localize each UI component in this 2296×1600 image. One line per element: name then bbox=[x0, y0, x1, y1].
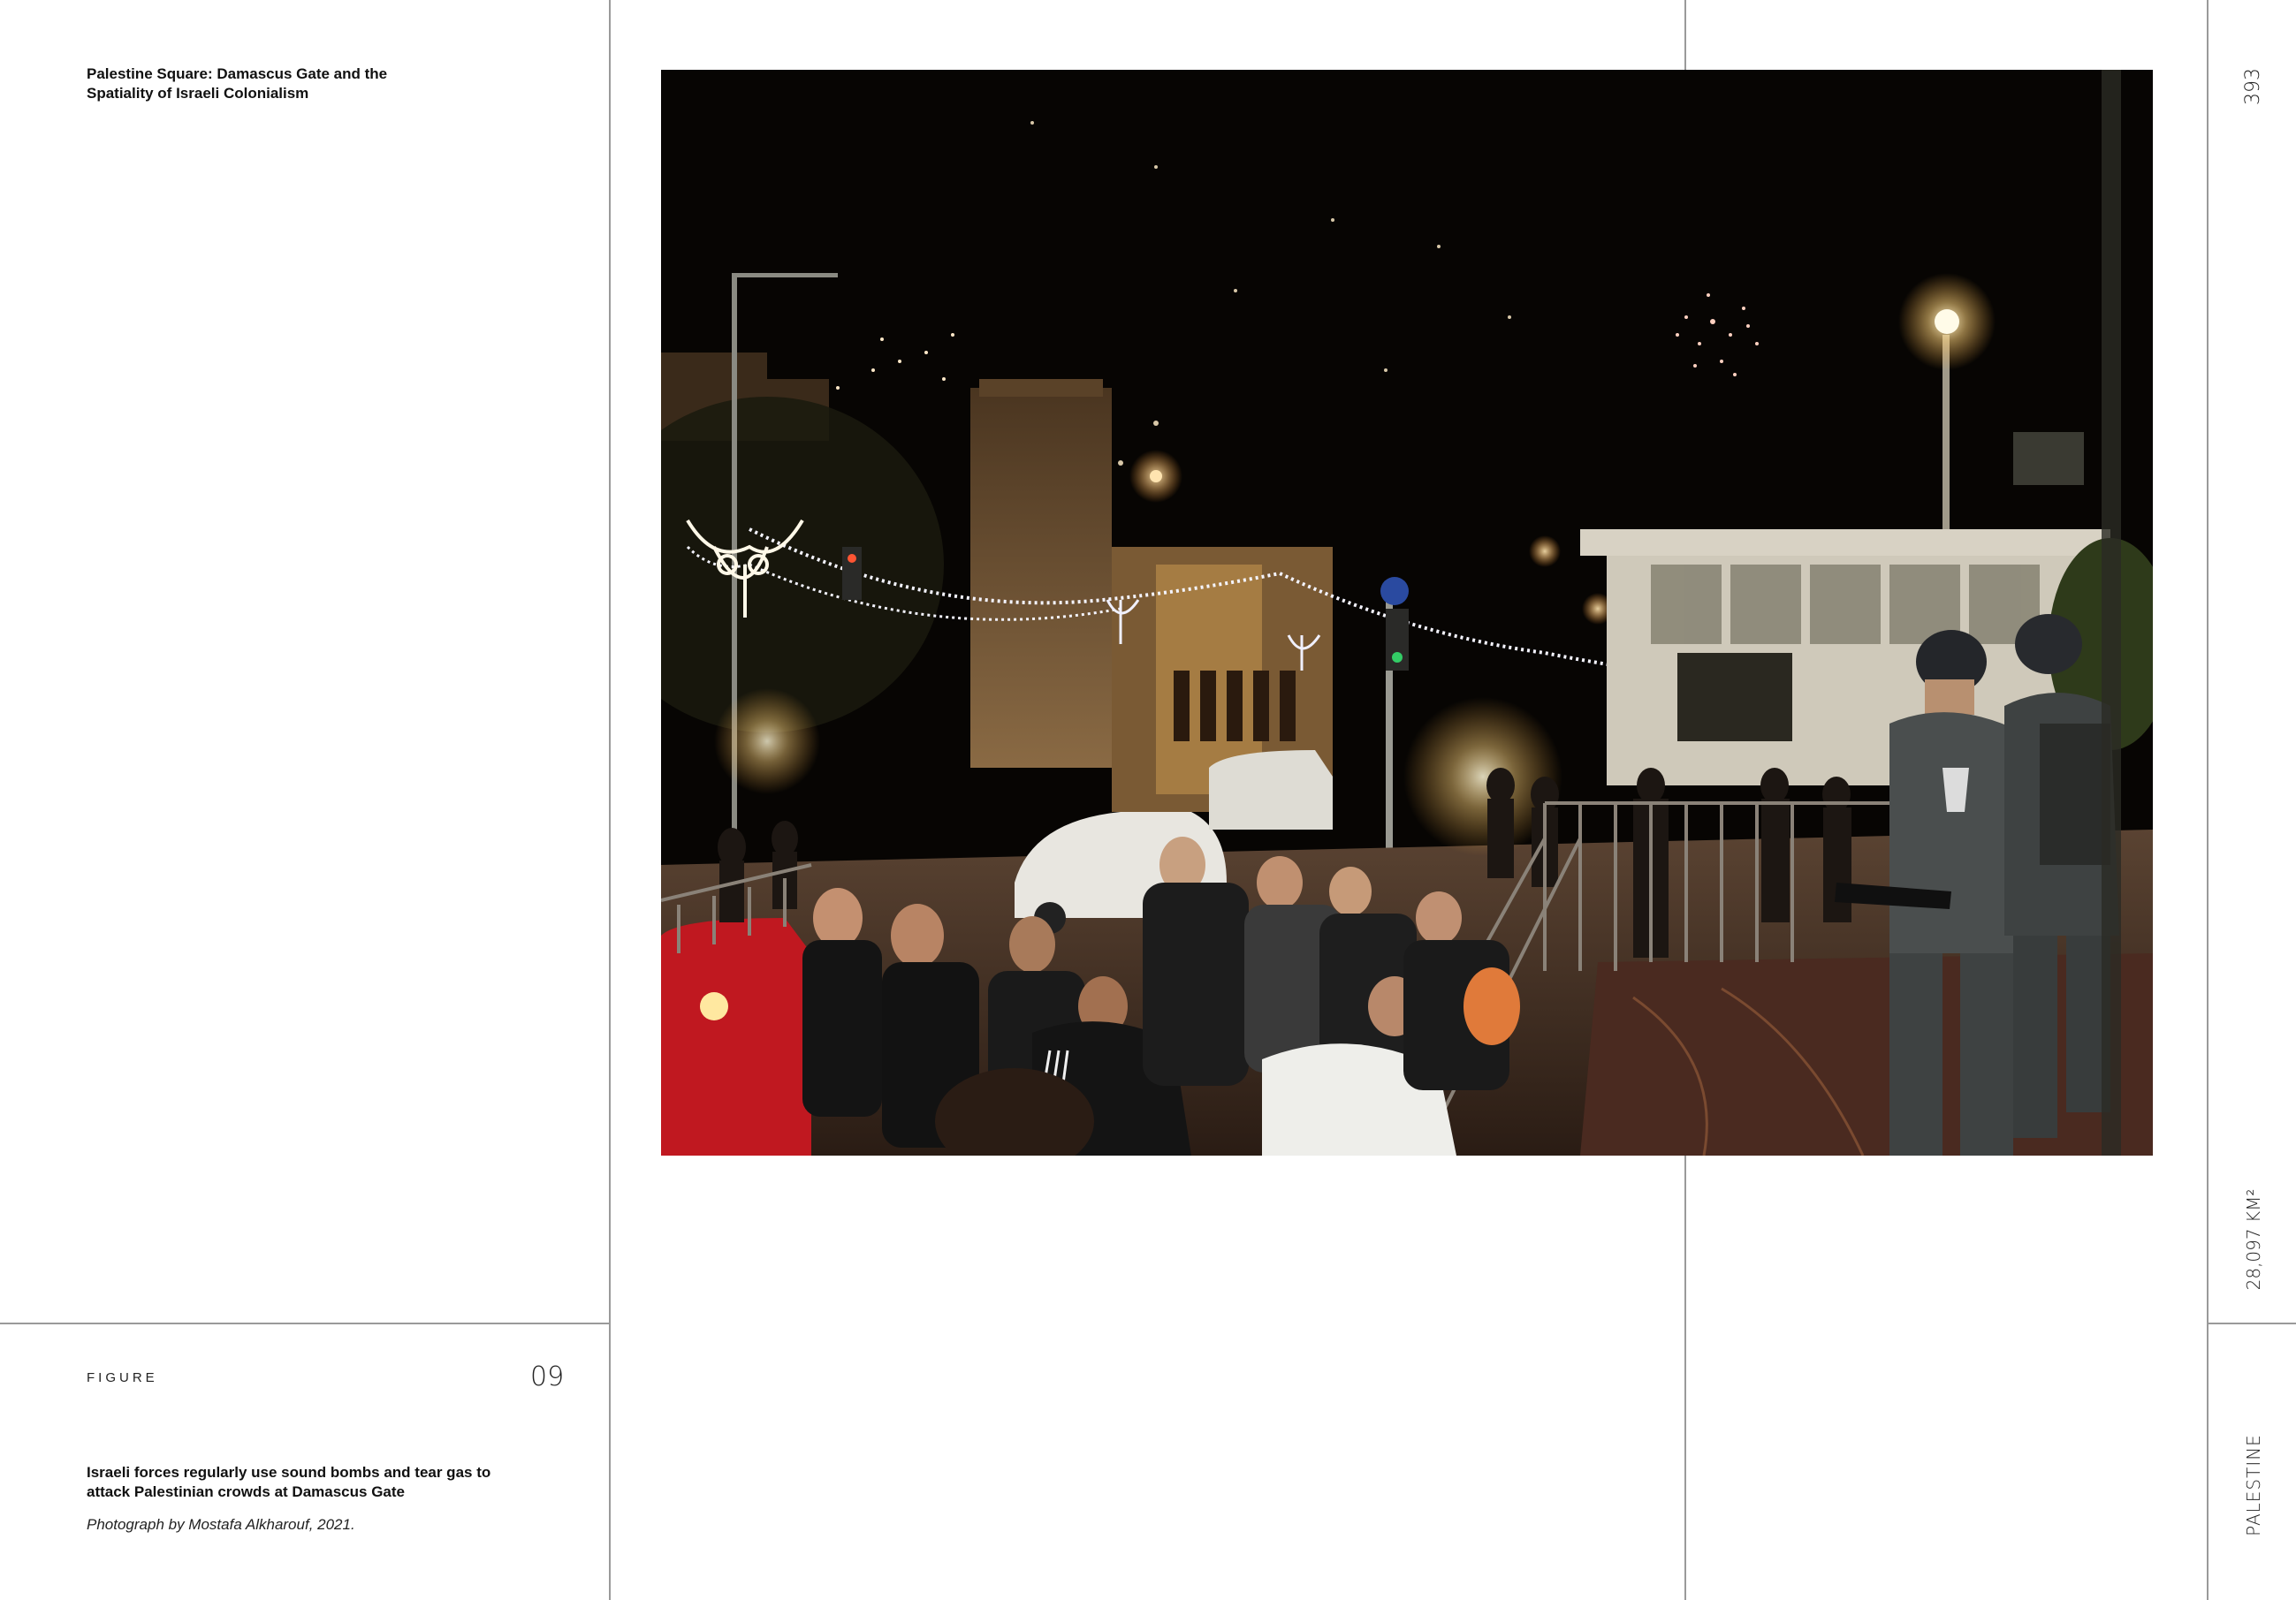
page-number: 393 bbox=[2242, 68, 2264, 105]
column-rule-right bbox=[2207, 0, 2209, 1600]
figure-label: FIGURE bbox=[87, 1370, 158, 1385]
running-title: Palestine Square: Damascus Gate and the Spatiality of Israeli Colonialism bbox=[87, 65, 388, 102]
info-sign-icon bbox=[1380, 577, 1409, 605]
horizontal-rule-right bbox=[2207, 1323, 2296, 1324]
country-area: 28,097 KM² bbox=[2243, 1188, 2264, 1291]
night-street-scene bbox=[661, 70, 2153, 1156]
figure-photograph bbox=[661, 70, 2153, 1156]
citadel-tower bbox=[970, 388, 1112, 768]
country-name: PALESTINE bbox=[2243, 1434, 2264, 1536]
figure-number: 09 bbox=[530, 1361, 565, 1392]
photo-credit: Photograph by Mostafa Alkharouf, 2021. bbox=[87, 1516, 355, 1533]
column-rule-left bbox=[609, 0, 611, 1600]
kiosk-roof bbox=[1580, 529, 2110, 556]
horizontal-rule-left bbox=[0, 1323, 610, 1324]
figure-caption: Israeli forces regularly use sound bombs and tear gas to attack Palestinian crowds at Damascus Gate bbox=[87, 1464, 491, 1500]
red-car bbox=[661, 918, 811, 1156]
